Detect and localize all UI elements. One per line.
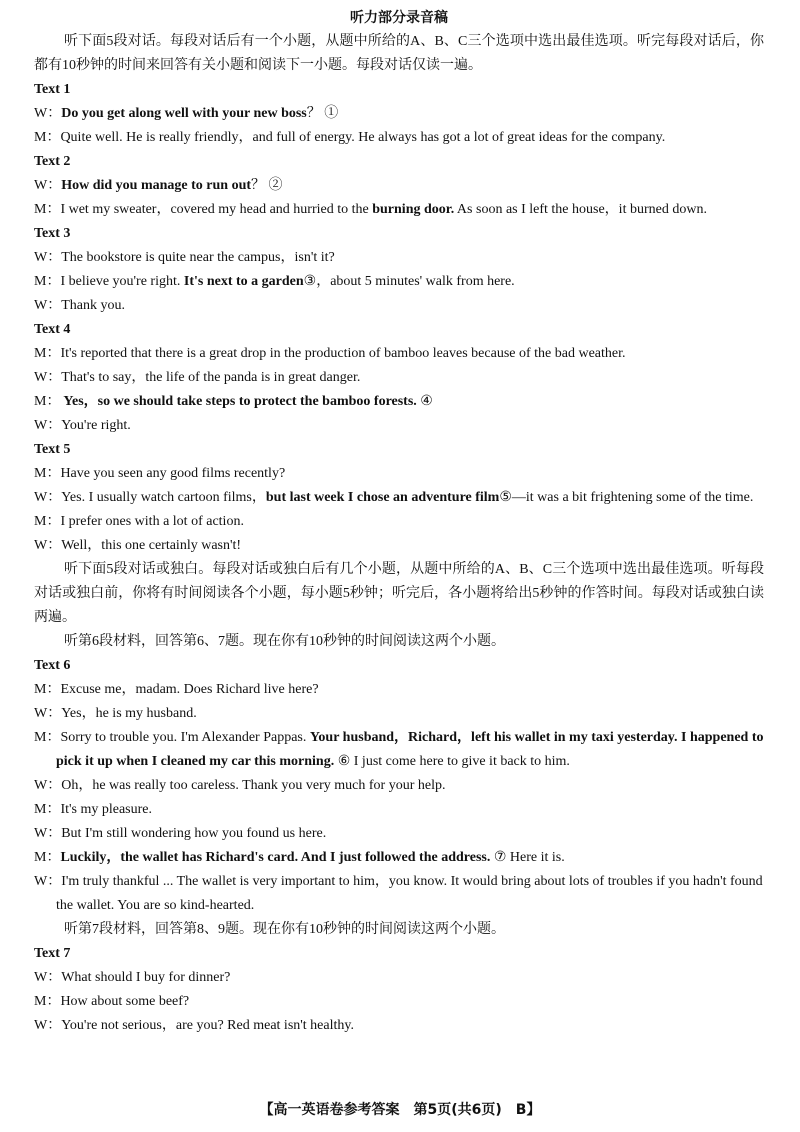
text5-label: Text 5 bbox=[34, 442, 71, 457]
line-part: M：Sorry to trouble you. I'm Alexander Pappas. bbox=[34, 730, 310, 745]
text7-line-w1: W：What should I buy for dinner? bbox=[34, 970, 231, 985]
text3-line-w1: W：The bookstore is quite near the campus，isn't it? bbox=[34, 250, 335, 265]
text5-line-w2: W：Well，this one certainly wasn't! bbox=[34, 538, 242, 553]
line-part: As soon as I left the house，it burned down. bbox=[454, 202, 707, 217]
line-part: M：I believe you're right. bbox=[34, 274, 184, 289]
text4-line-m1: M：It's reported that there is a great drop in the production of bamboo leaves because of the bad weather. bbox=[34, 346, 626, 361]
text6-line-w3: W：But I'm still wondering how you found us here. bbox=[34, 826, 327, 841]
speaker: M： bbox=[34, 850, 61, 865]
text5-line-m2: M：I prefer ones with a lot of action. bbox=[34, 514, 244, 529]
text6-label: Text 6 bbox=[34, 658, 71, 673]
line-part: ③，about 5 minutes' walk from here. bbox=[303, 274, 515, 289]
text2-line-w1 bbox=[34, 174, 764, 198]
marker: ？ ② bbox=[251, 178, 283, 193]
text6-line-w2: W：Oh，he was really too careless. Thank you very much for your help. bbox=[34, 778, 446, 793]
text3-label: Text 3 bbox=[34, 226, 71, 241]
text6-line-m2 bbox=[34, 726, 764, 774]
marker: ⑦ Here it is. bbox=[490, 850, 565, 865]
key-sentence: How did you manage to run out bbox=[61, 178, 252, 193]
text6-line-w1: W：Yes，he is my husband. bbox=[34, 706, 197, 721]
text4-line-w2: W：You're right. bbox=[34, 418, 131, 433]
key-phrase: It's next to a garden bbox=[183, 274, 304, 289]
key-sentence: Luckily，the wallet has Richard's card. And I just followed the address. bbox=[60, 850, 491, 865]
key-sentence: Do you get along well with your new boss bbox=[61, 106, 307, 121]
marker: ④ bbox=[416, 394, 433, 409]
line-part: ⑤—it was a bit frightening some of the time. bbox=[499, 490, 754, 505]
key-phrase: burning door. bbox=[372, 202, 455, 217]
text3-line-m1 bbox=[34, 270, 764, 294]
text7-line-m1: M：How about some beef? bbox=[34, 994, 190, 1009]
text7-label: Text 7 bbox=[34, 946, 71, 961]
text4-line-m2 bbox=[34, 390, 764, 414]
instructions-section-1: 听下面5段对话。每段对话后有一个小题，从题中所给的A、B、C三个选项中选出最佳选项。听完每段对话后，你都有10秒钟的时间来回答有关小题和阅读下一小题。每段对话仅读一遍。 bbox=[34, 34, 764, 73]
text1-line-w1 bbox=[34, 102, 764, 126]
page-footer: 【高一英语卷参考答案 第5页(共6页) B】 bbox=[259, 1102, 541, 1118]
text4-label: Text 4 bbox=[34, 322, 71, 337]
text1-line-m1: M：Quite well. He is really friendly，and full of energy. He always has got a lot of great ideas for the company. bbox=[34, 130, 666, 145]
instructions-text7: 听第7段材料，回答第8、9题。现在你有10秒钟的时间阅读这两个小题。 bbox=[64, 922, 505, 937]
instructions-text6: 听第6段材料，回答第6、7题。现在你有10秒钟的时间阅读这两个小题。 bbox=[64, 634, 505, 649]
line-part: ⑥ I just come here to give it back to him. bbox=[334, 754, 570, 769]
page-title: 听力部分录音稿 bbox=[350, 10, 448, 26]
text2-label: Text 2 bbox=[34, 154, 71, 169]
key-phrase: but last week I chose an adventure film bbox=[265, 490, 500, 505]
line-part: M：I wet my sweater，covered my head and hurried to the bbox=[34, 202, 373, 217]
text3-line-w2: W：Thank you. bbox=[34, 298, 125, 313]
text5-line-w1 bbox=[34, 486, 764, 510]
text6-line-w4: W：I'm truly thankful ... The wallet is very important to him，you know. It would bring about lots of troubles if you hadn't found the wallet. You are so kind-hearted. bbox=[34, 874, 763, 913]
text4-line-w1: W：That's to say，the life of the panda is in great danger. bbox=[34, 370, 361, 385]
key-sentence: Yes，so we should take steps to protect the bamboo forests. bbox=[60, 394, 417, 409]
instructions-section-2: 听下面5段对话或独白。每段对话或独白后有几个小题，从题中所给的A、B、C三个选项中选出最佳选项。听每段对话或独白前，你将有时间阅读各个小题，每小题5秒钟；听完后，各小题将给出5秒钟的作答时间。每段对话或独白读两遍。 bbox=[34, 562, 764, 625]
text5-line-m1: M：Have you seen any good films recently? bbox=[34, 466, 286, 481]
text7-line-w2: W：You're not serious，are you? Red meat isn't healthy. bbox=[34, 1018, 354, 1033]
key-sentence: Your husband，Richard，left his wallet in my taxi yesterday. I happened to pick it up when I cleaned my car this morning. bbox=[56, 730, 764, 769]
marker: ？ ① bbox=[306, 106, 339, 121]
text2-line-m1 bbox=[34, 198, 764, 222]
speaker: W： bbox=[34, 106, 62, 121]
speaker: W： bbox=[34, 178, 62, 193]
text6-line-m4 bbox=[34, 846, 764, 870]
text6-line-m1: M：Excuse me，madam. Does Richard live here? bbox=[34, 682, 319, 697]
speaker: M： bbox=[34, 394, 61, 409]
text6-line-m3: M：It's my pleasure. bbox=[34, 802, 153, 817]
text1-label: Text 1 bbox=[34, 82, 71, 97]
line-part: W：Yes. I usually watch cartoon films， bbox=[34, 490, 266, 505]
